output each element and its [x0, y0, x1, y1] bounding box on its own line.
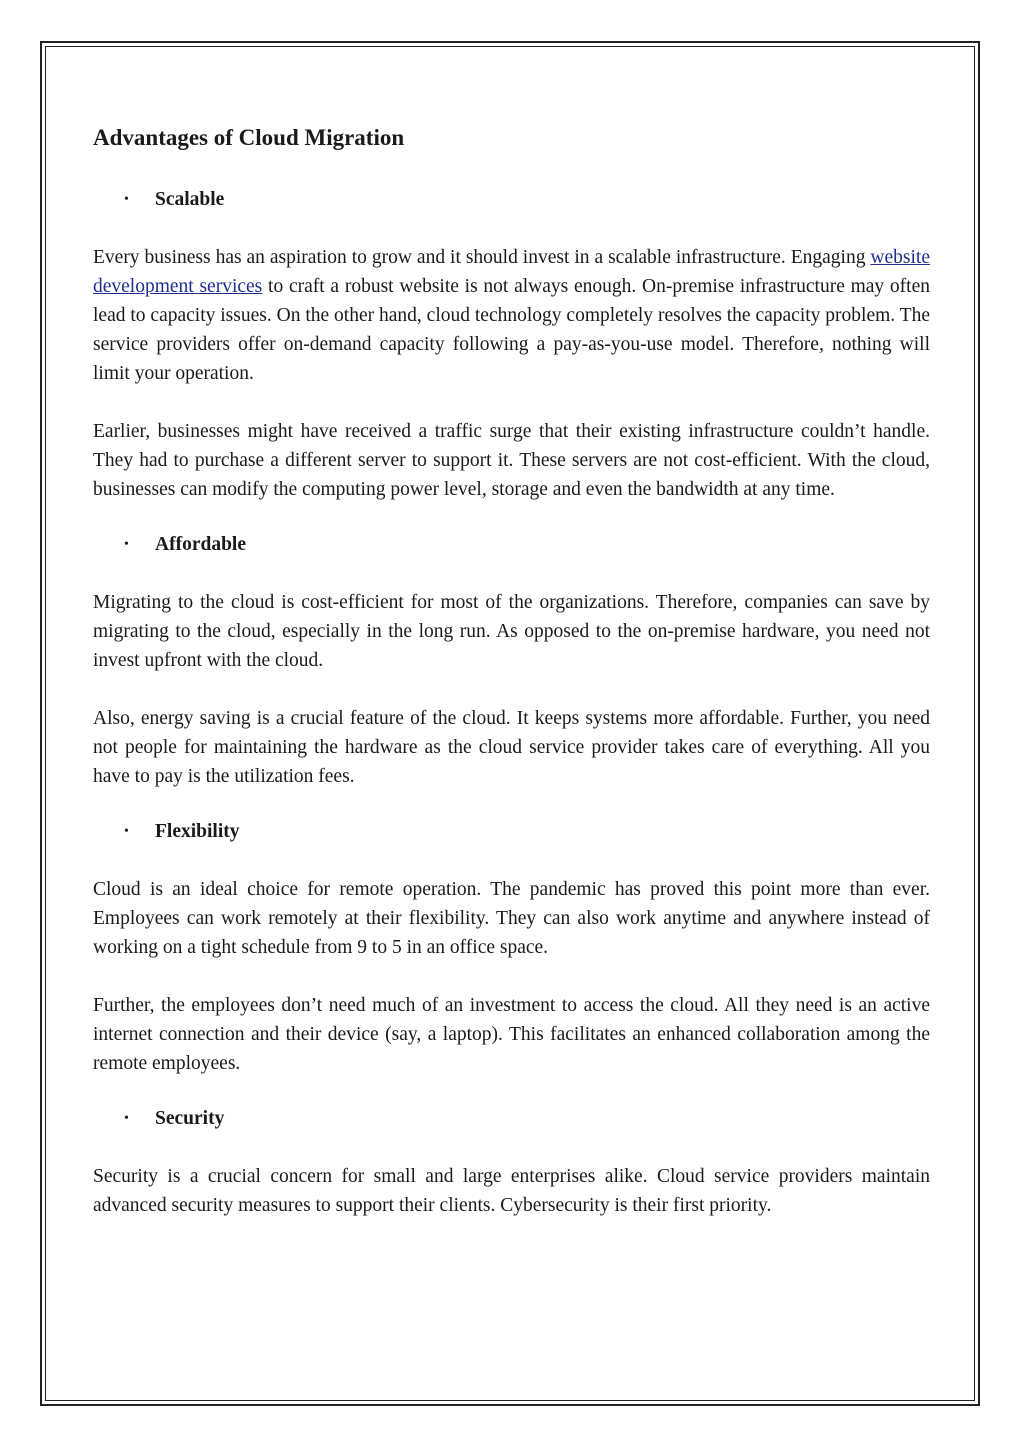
paragraph: Security is a crucial concern for small and large enterprises alike. Cloud service providers maintain advanced security measures to support their clients. Cybersecurity is their first priority.: [93, 1166, 930, 1216]
bullet-icon: •: [124, 824, 129, 839]
section-heading-label: Scalable: [155, 189, 225, 210]
paragraph: Also, energy saving is a crucial feature of the cloud. It keeps systems more affordable. Further, you need not people for maintaining the hardware as the cloud service provider takes care of everything. All you have to pay is the utilization fees.: [93, 708, 930, 787]
paragraph-text: Every business has an aspiration to grow and it should invest in a scalable infrastructure. Engaging: [93, 247, 871, 268]
page-title: Advantages of Cloud Migration: [93, 125, 405, 150]
section-heading-label: Security: [155, 1108, 225, 1129]
paragraph: Cloud is an ideal choice for remote operation. The pandemic has proved this point more than ever. Employees can work remotely at their flexibility. They can also work anytime and anywhere instead of working on a tight schedule from 9 to 5 in an office space.: [93, 879, 930, 958]
bullet-icon: •: [124, 537, 129, 552]
section-heading-label: Affordable: [155, 534, 246, 555]
bullet-icon: •: [124, 1111, 129, 1126]
paragraph: Migrating to the cloud is cost-efficient for most of the organizations. Therefore, companies can save by migrating to the cloud, especially in the long run. As opposed to the on-premise hardware, you need not invest upfront with the cloud.: [93, 592, 930, 671]
bullet-icon: •: [124, 192, 129, 207]
section-heading-scalable: [124, 185, 930, 214]
section-heading-affordable: [124, 530, 930, 559]
section-heading-label: Flexibility: [155, 821, 240, 842]
paragraph: Further, the employees don’t need much of an investment to access the cloud. All they need is an active internet connection and their device (say, a laptop). This facilitates an enhanced collaboration among the remote employees.: [93, 995, 930, 1074]
paragraph: [93, 243, 930, 388]
paragraph: Earlier, businesses might have received a traffic surge that their existing infrastructure couldn’t handle. They had to purchase a different server to support it. These servers are not cost-efficient. With the cloud, businesses can modify the computing power level, storage and even the bandwidth at any time.: [93, 421, 930, 500]
paragraph-text: to craft a robust website is not always enough. On-premise infrastructure may often lead to capacity issues. On the other hand, cloud technology completely resolves the capacity problem. The service providers offer on-demand capacity following a pay-as-you-use model. Therefore, nothing will limit your operation.: [93, 276, 930, 384]
website-development-services-link[interactable]: website development services: [93, 247, 930, 297]
section-heading-flexibility: [124, 817, 930, 846]
section-heading-security: [124, 1104, 930, 1133]
document-body: [93, 118, 930, 1220]
